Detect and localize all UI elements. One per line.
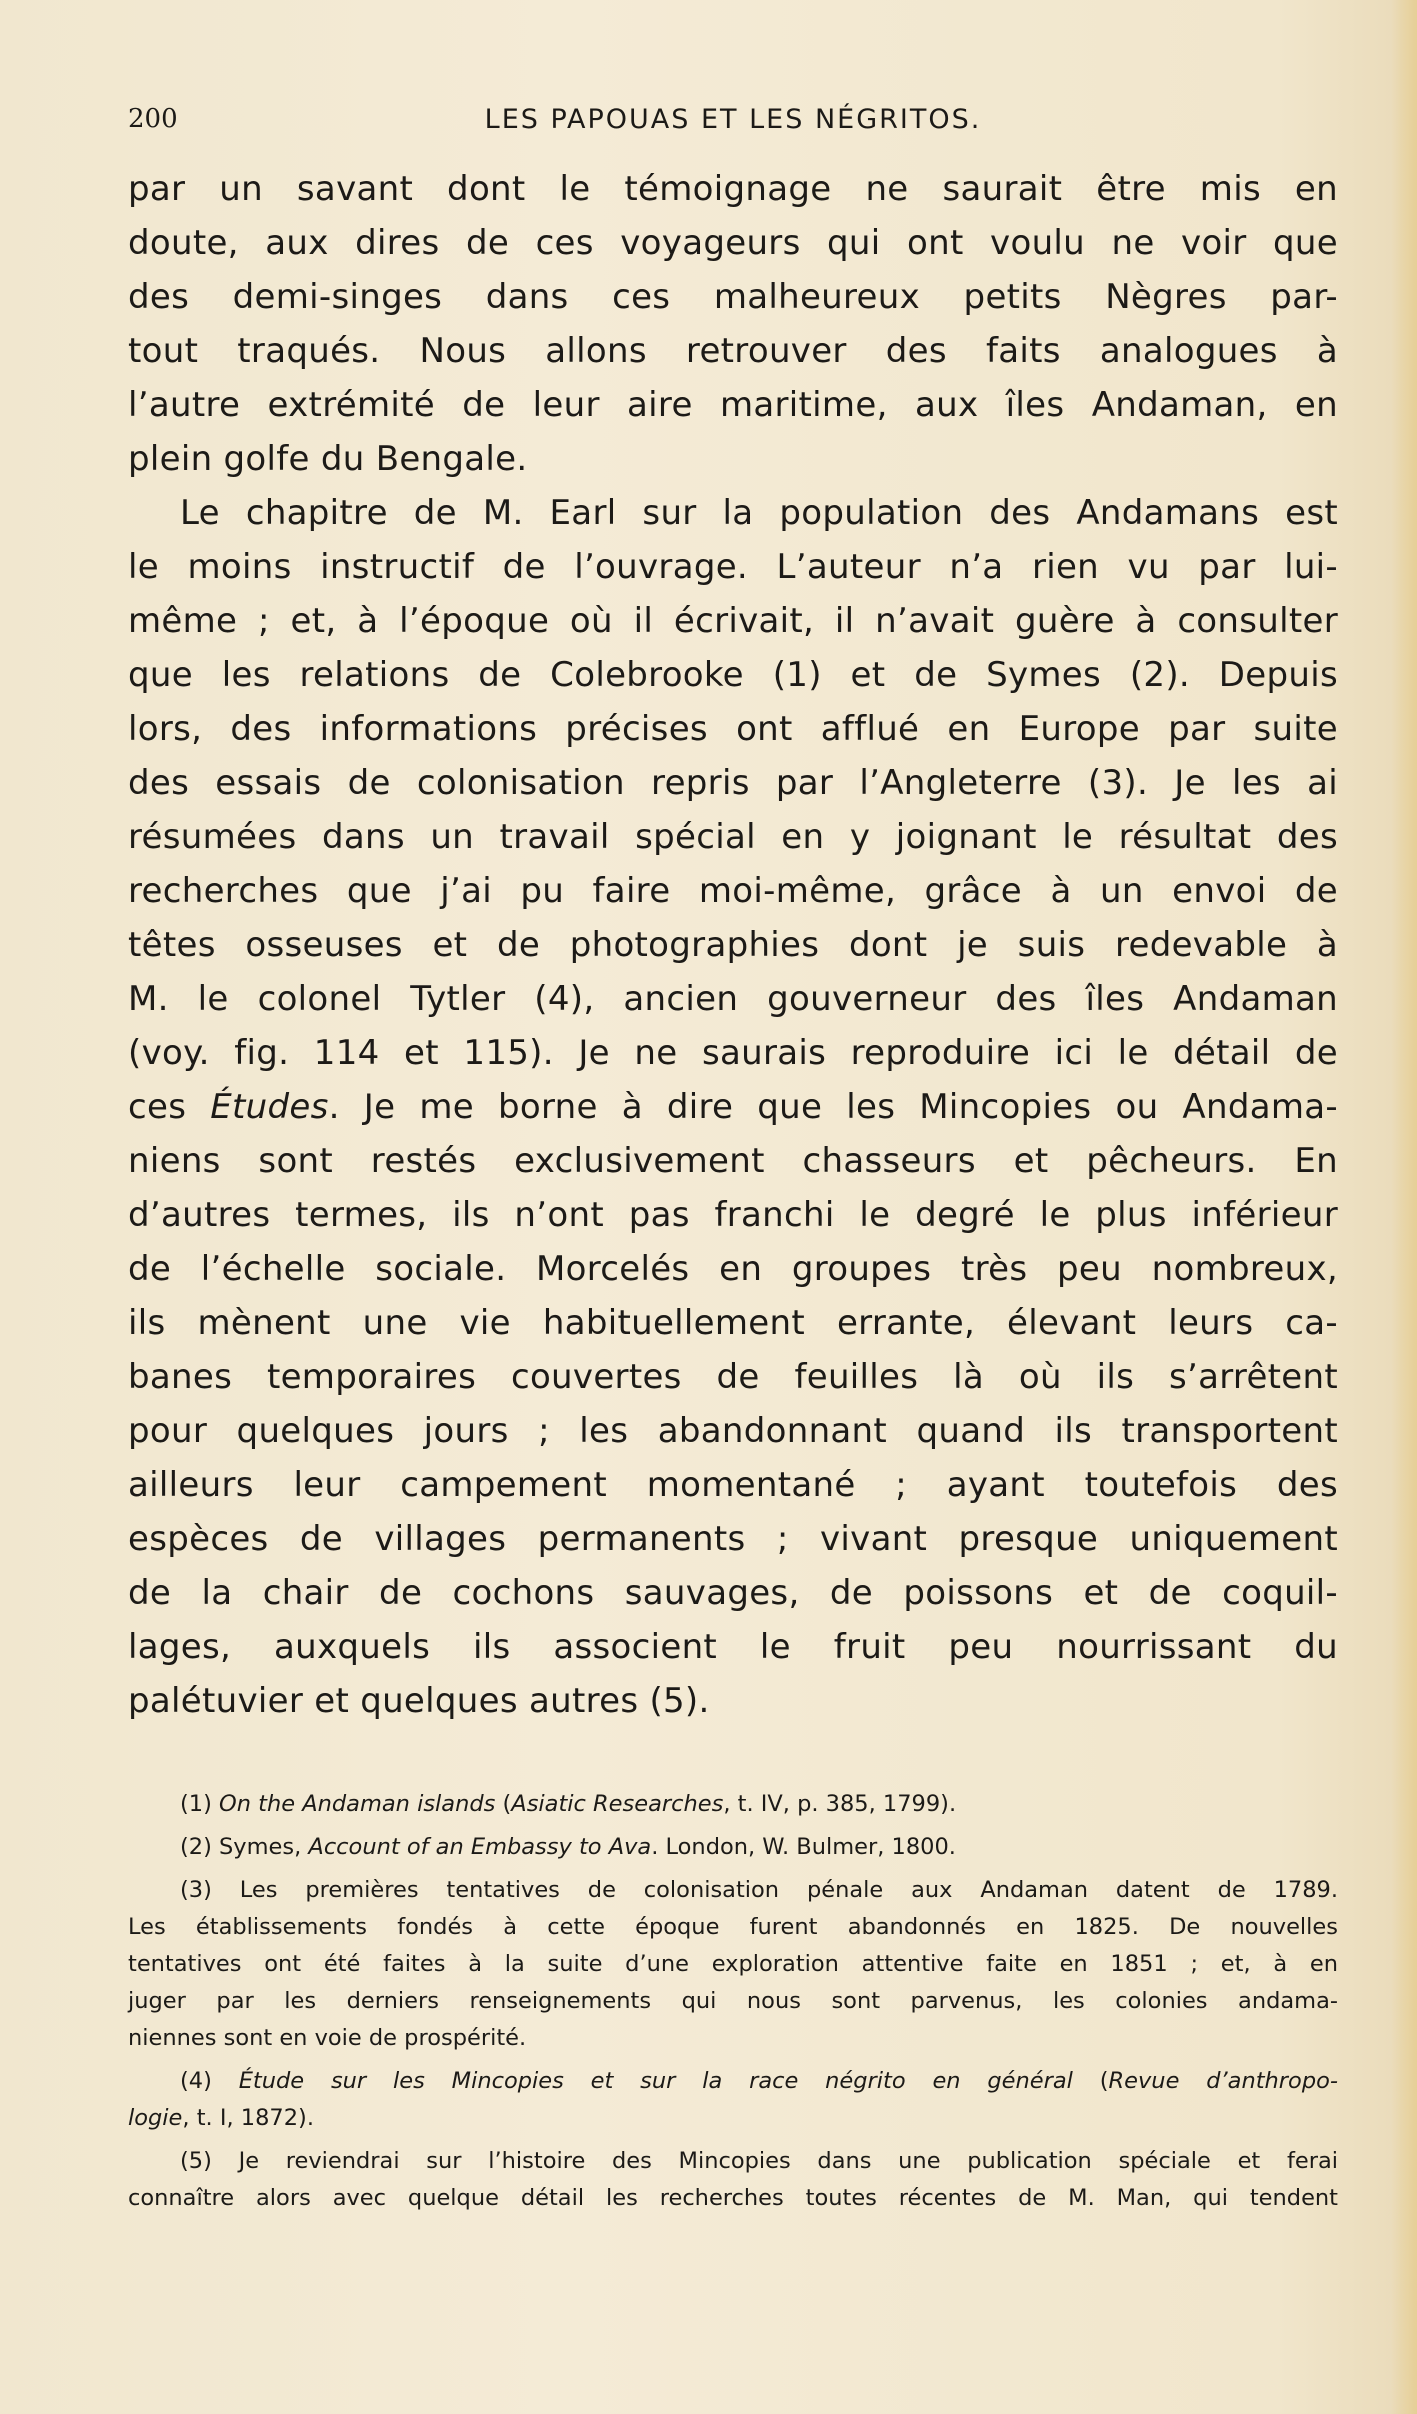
footnote-4 bbox=[128, 2063, 1338, 2100]
footnote-italic: Revue d’anthropo- bbox=[1108, 2068, 1338, 2094]
body-line: le moins instructif de l’ouvrage. L’auteur n’a rien vu par lui- bbox=[128, 547, 1338, 587]
footnote-text: (2) Symes, bbox=[180, 1834, 309, 1860]
body-line: de la chair de cochons sauvages, de poissons et de coquil- bbox=[128, 1573, 1338, 1613]
footnote-text: . London, W. Bulmer, 1800. bbox=[651, 1834, 956, 1860]
body-line: lors, des informations précises ont afflué en Europe par suite bbox=[128, 709, 1338, 749]
footnote-1 bbox=[128, 1786, 1338, 1823]
footnote-3-line: juger par les derniers renseignements qui nous sont parvenus, les colonies andama- bbox=[128, 1988, 1338, 2014]
body-line: résumées dans un travail spécial en y joignant le résultat des bbox=[128, 817, 1338, 857]
footnote-italic: Asiatic Researches bbox=[511, 1791, 724, 1817]
body-line-with-italic bbox=[128, 1080, 1338, 1134]
footnote-text: (1) bbox=[180, 1791, 220, 1817]
footnote-text: ( bbox=[1072, 2068, 1109, 2094]
body-line: de l’échelle sociale. Morcelés en groupes très peu nombreux, bbox=[128, 1249, 1338, 1289]
body-line: même ; et, à l’époque où il écrivait, il n’avait guère à consulter bbox=[128, 601, 1338, 641]
body-line: ailleurs leur campement momentané ; ayant toutefois des bbox=[128, 1465, 1338, 1505]
footnotes bbox=[128, 1786, 1338, 2217]
running-title: LES PAPOUAS ET LES NÉGRITOS. bbox=[484, 104, 982, 135]
body-line: tout traqués. Nous allons retrouver des faits analogues à bbox=[128, 331, 1338, 371]
body-line: doute, aux dires de ces voyageurs qui ont voulu ne voir que bbox=[128, 223, 1338, 263]
footnote-italic: logie bbox=[128, 2105, 183, 2131]
body-line: banes temporaires couvertes de feuilles là où ils s’arrêtent bbox=[128, 1357, 1338, 1397]
body-line: niens sont restés exclusivement chasseurs et pêcheurs. En bbox=[128, 1141, 1338, 1181]
body-line: que les relations de Colebrooke (1) et de Symes (2). Depuis bbox=[128, 655, 1338, 695]
footnote-5-line: (5) Je reviendrai sur l’histoire des Mincopies dans une publication spéciale et ferai bbox=[180, 2148, 1338, 2174]
body-line: palétuvier et quelques autres (5). bbox=[128, 1681, 710, 1721]
footnote-italic: Étude sur les Mincopies et sur la race négrito en général bbox=[238, 2068, 1073, 2094]
italic-title: Études bbox=[210, 1087, 329, 1127]
body-line: plein golfe du Bengale. bbox=[128, 439, 528, 479]
footnote-3-line: tentatives ont été faites à la suite d’une exploration attentive faite en 1851 ; et, à en bbox=[128, 1951, 1338, 1977]
page-number: 200 bbox=[128, 104, 178, 134]
body-text-fragment: . Je me borne à dire que les Mincopies ou Andama- bbox=[328, 1087, 1338, 1127]
footnote-5-line: connaître alors avec quelque détail les recherches toutes récentes de M. Man, qui tendent bbox=[128, 2185, 1338, 2211]
footnote-2 bbox=[128, 1829, 1338, 1866]
body-line: des demi-singes dans ces malheureux petits Nègres par- bbox=[128, 277, 1338, 317]
body-line: pour quelques jours ; les abandonnant quand ils transportent bbox=[128, 1411, 1338, 1451]
body-line: d’autres termes, ils n’ont pas franchi le degré le plus inférieur bbox=[128, 1195, 1338, 1235]
body-line: par un savant dont le témoignage ne saurait être mis en bbox=[128, 169, 1338, 209]
footnote-3-line: Les établissements fondés à cette époque furent abandonnés en 1825. De nouvelles bbox=[128, 1914, 1338, 1940]
body-line: des essais de colonisation repris par l’Angleterre (3). Je les ai bbox=[128, 763, 1338, 803]
body-line: recherches que j’ai pu faire moi-même, grâce à un envoi de bbox=[128, 871, 1338, 911]
footnote-4-cont bbox=[128, 2100, 1338, 2137]
footnote-italic: On the Andaman islands bbox=[219, 1791, 496, 1817]
body-line: Le chapitre de M. Earl sur la population des Andamans est bbox=[180, 493, 1338, 533]
footnote-text: ( bbox=[495, 1791, 512, 1817]
footnote-text: (4) bbox=[180, 2068, 239, 2094]
body-line: ils mènent une vie habituellement errante, élevant leurs ca- bbox=[128, 1303, 1338, 1343]
body-line: l’autre extrémité de leur aire maritime, aux îles Andaman, en bbox=[128, 385, 1338, 425]
page-header bbox=[128, 104, 1338, 144]
page-edge bbox=[1391, 0, 1417, 2414]
body-line: M. le colonel Tytler (4), ancien gouverneur des îles Andaman bbox=[128, 979, 1338, 1019]
body-text bbox=[128, 162, 1338, 1728]
footnote-italic: Account of an Embassy to Ava bbox=[308, 1834, 652, 1860]
body-line: (voy. fig. 114 et 115). Je ne saurais reproduire ici le détail de bbox=[128, 1033, 1338, 1073]
body-text-fragment: ces bbox=[128, 1087, 211, 1127]
body-line: lages, auxquels ils associent le fruit peu nourrissant du bbox=[128, 1627, 1338, 1667]
body-line: têtes osseuses et de photographies dont je suis redevable à bbox=[128, 925, 1338, 965]
footnote-3-line: (3) Les premières tentatives de colonisation pénale aux Andaman datent de 1789. bbox=[180, 1877, 1338, 1903]
footnote-text: , t. IV, p. 385, 1799). bbox=[723, 1791, 957, 1817]
footnote-text: , t. I, 1872). bbox=[182, 2105, 314, 2131]
footnote-3-line: niennes sont en voie de prospérité. bbox=[128, 2025, 527, 2051]
body-line: espèces de villages permanents ; vivant presque uniquement bbox=[128, 1519, 1338, 1559]
